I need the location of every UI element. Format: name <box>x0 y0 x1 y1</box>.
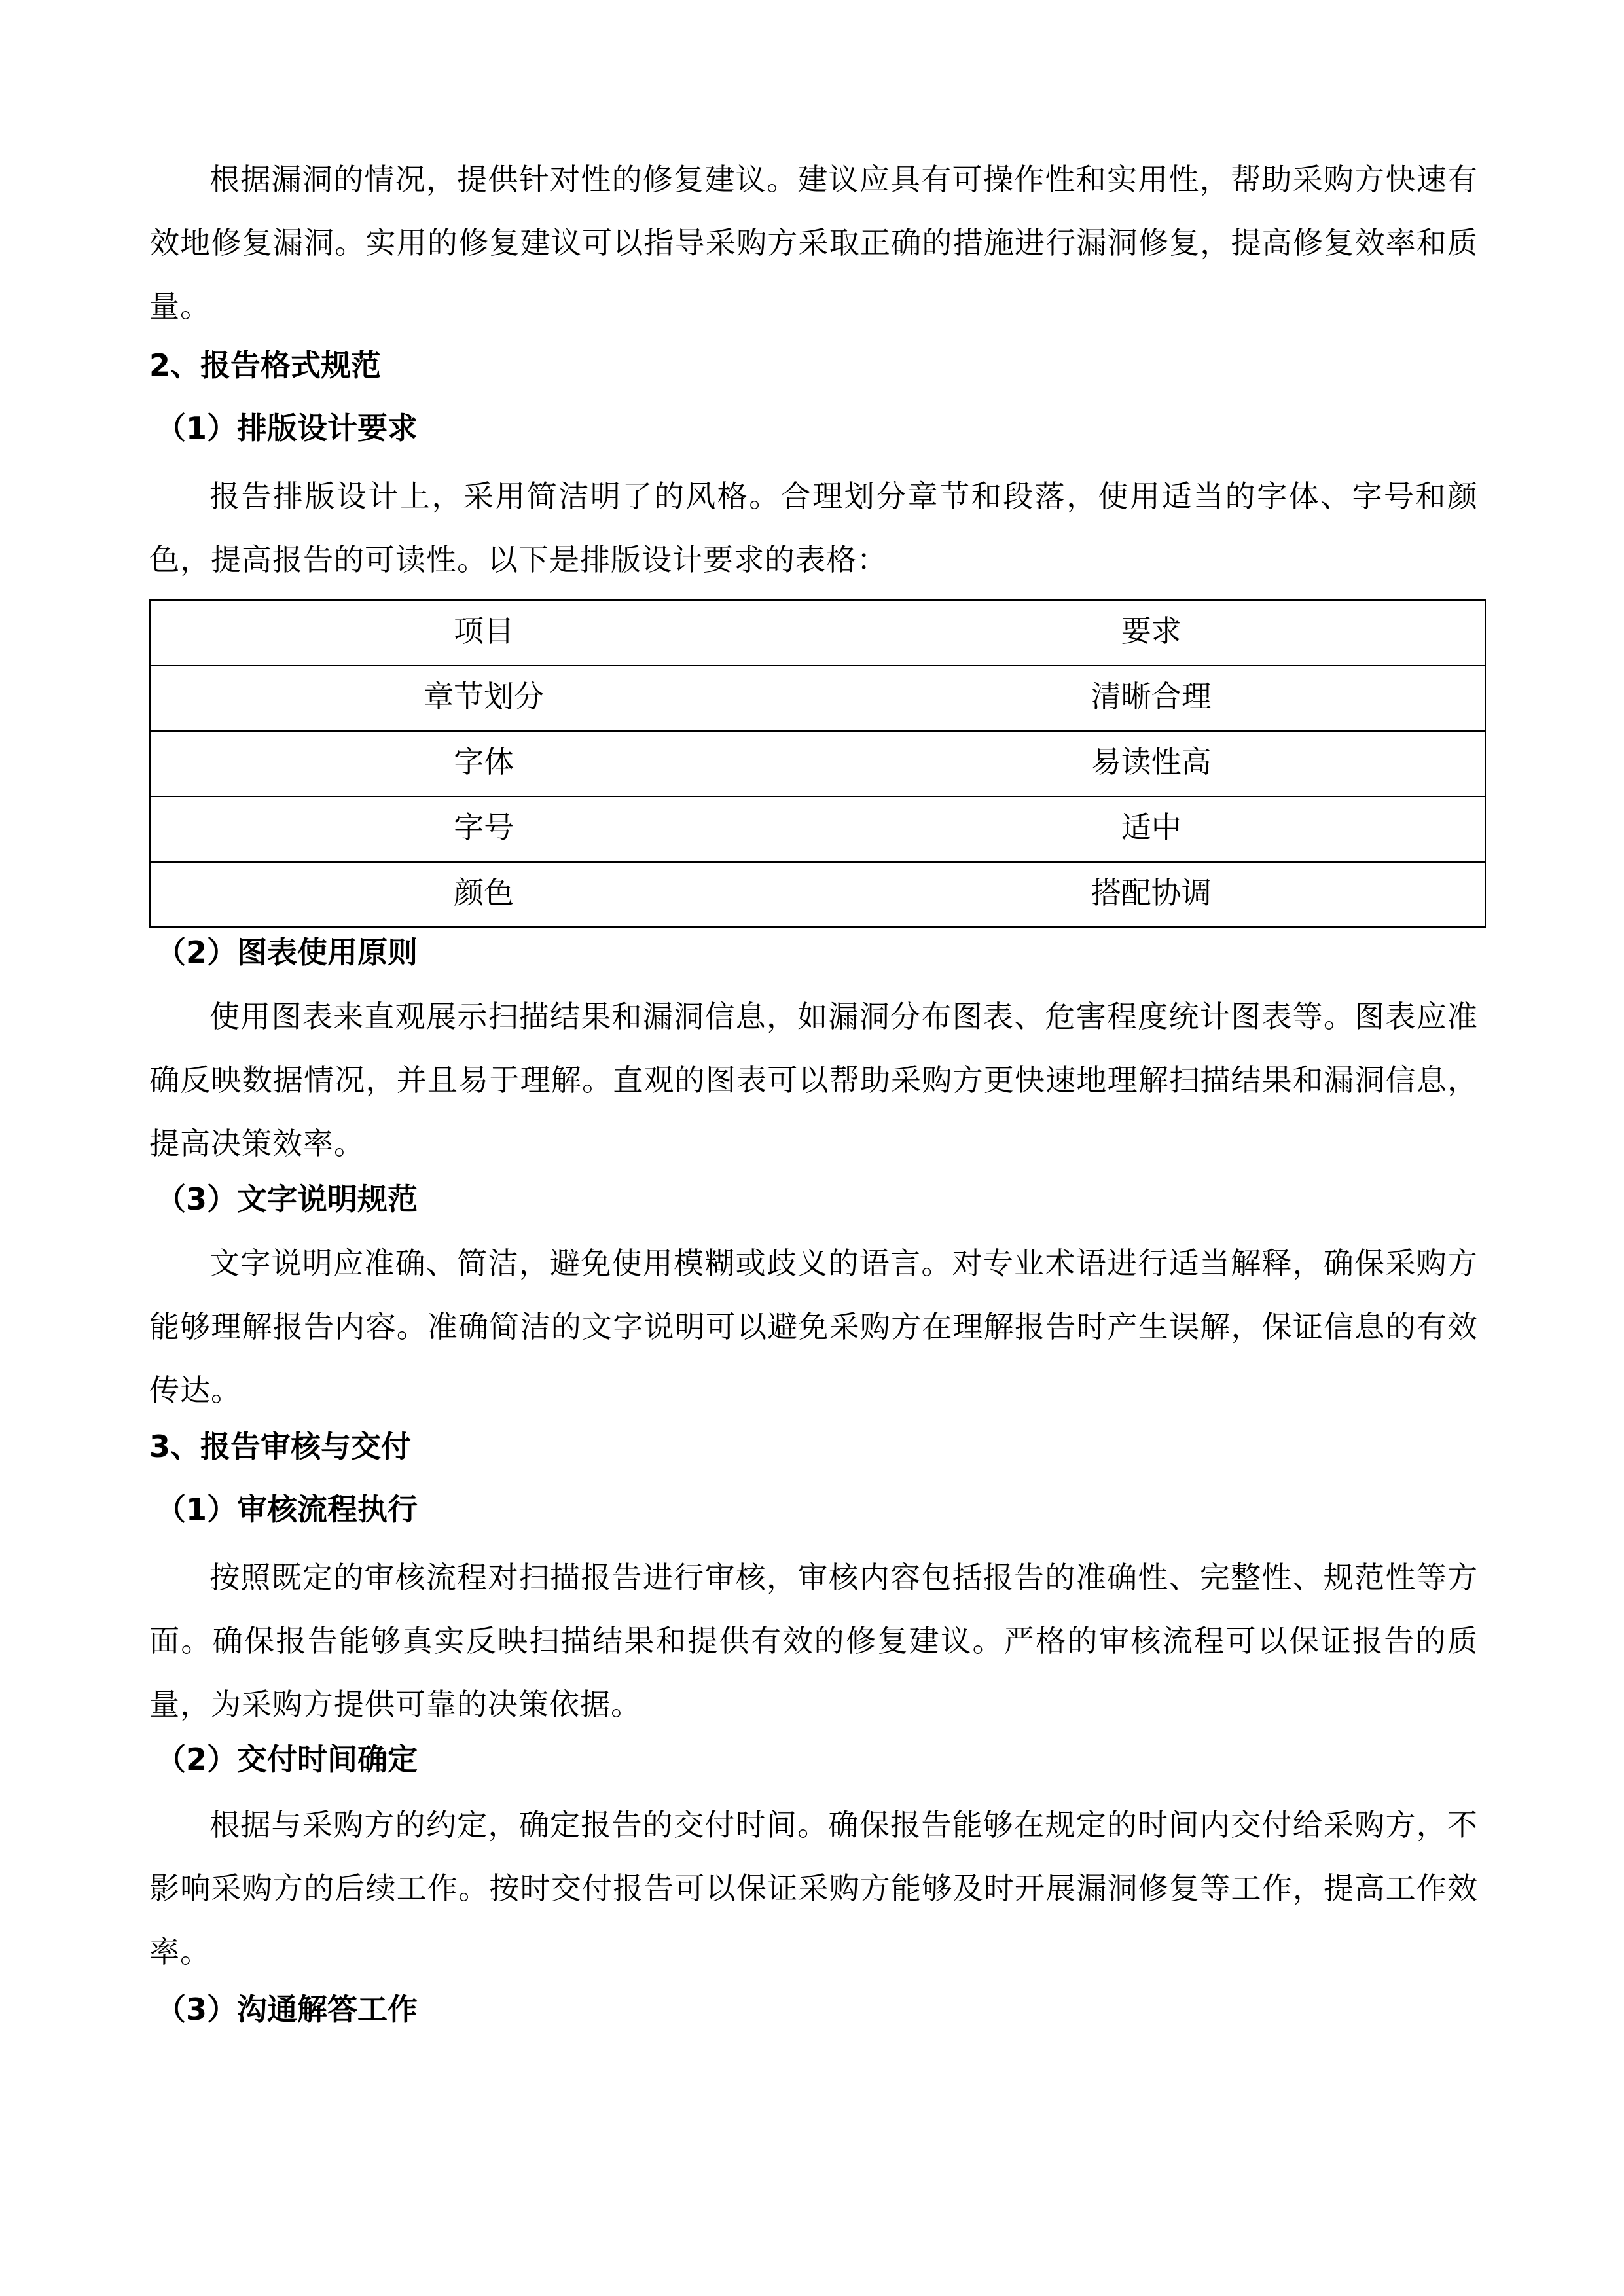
heading-text-guidelines: （3）文字说明规范 <box>156 1181 418 1217</box>
table-cell: 章节划分 <box>150 666 818 731</box>
table-cell: 清晰合理 <box>818 666 1485 731</box>
table-row <box>150 862 1485 927</box>
table-row <box>150 797 1485 862</box>
table-cell: 搭配协调 <box>818 862 1485 927</box>
paragraph-review-process: 按照既定的审核流程对扫描报告进行审核，审核内容包括报告的准确性、完整性、规范性等方面。确保报告能够真实反映扫描结果和提供有效的修复建议。严格的审核流程可以保证报告的质量，为采购方提供可靠的决策依据。 <box>149 1560 1478 1722</box>
heading-review-process: （1）审核流程执行 <box>156 1492 418 1527</box>
paragraph-layout-design: 报告排版设计上，采用简洁明了的风格。合理划分章节和段落，使用适当的字体、字号和颜色，提高报告的可读性。以下是排版设计要求的表格： <box>149 478 1478 577</box>
table-row <box>150 731 1485 797</box>
heading-communication: （3）沟通解答工作 <box>156 1992 418 2027</box>
table-cell: 字号 <box>150 797 818 862</box>
table-cell: 适中 <box>818 797 1485 862</box>
paragraph-delivery-time: 根据与采购方的约定，确定报告的交付时间。确保报告能够在规定的时间内交付给采购方，不影响采购方的后续工作。按时交付报告可以保证采购方能够及时开展漏洞修复等工作，提高工作效率。 <box>149 1807 1478 1969</box>
table-cell: 易读性高 <box>818 731 1485 797</box>
heading-report-format: 2、报告格式规范 <box>149 348 382 383</box>
paragraph-text-description: 文字说明应准确、简洁，避免使用模糊或歧义的语言。对专业术语进行适当解释，确保采购方能够理解报告内容。准确简洁的文字说明可以避免采购方在理解报告时产生误解，保证信息的有效传达。 <box>149 1246 1478 1408</box>
heading-review-delivery: 3、报告审核与交付 <box>149 1429 412 1464</box>
heading-delivery-time: （2）交付时间确定 <box>156 1742 418 1777</box>
table-header-cell: 要求 <box>818 600 1485 666</box>
table-header-row <box>150 600 1485 666</box>
paragraph-chart-usage: 使用图表来直观展示扫描结果和漏洞信息，如漏洞分布图表、危害程度统计图表等。图表应准确反映数据情况，并且易于理解。直观的图表可以帮助采购方更快速地理解扫描结果和漏洞信息，提高决策效率。 <box>149 999 1478 1161</box>
heading-chart-principles: （2）图表使用原则 <box>156 935 418 970</box>
table-cell: 字体 <box>150 731 818 797</box>
table-row <box>150 666 1485 731</box>
table-cell: 颜色 <box>150 862 818 927</box>
heading-layout-requirements: （1）排版设计要求 <box>156 410 418 446</box>
table-header-cell: 项目 <box>150 600 818 666</box>
layout-requirements-table <box>149 599 1486 928</box>
paragraph-repair-advice: 根据漏洞的情况，提供针对性的修复建议。建议应具有可操作性和实用性，帮助采购方快速有效地修复漏洞。实用的修复建议可以指导采购方采取正确的措施进行漏洞修复，提高修复效率和质量。 <box>149 162 1478 324</box>
